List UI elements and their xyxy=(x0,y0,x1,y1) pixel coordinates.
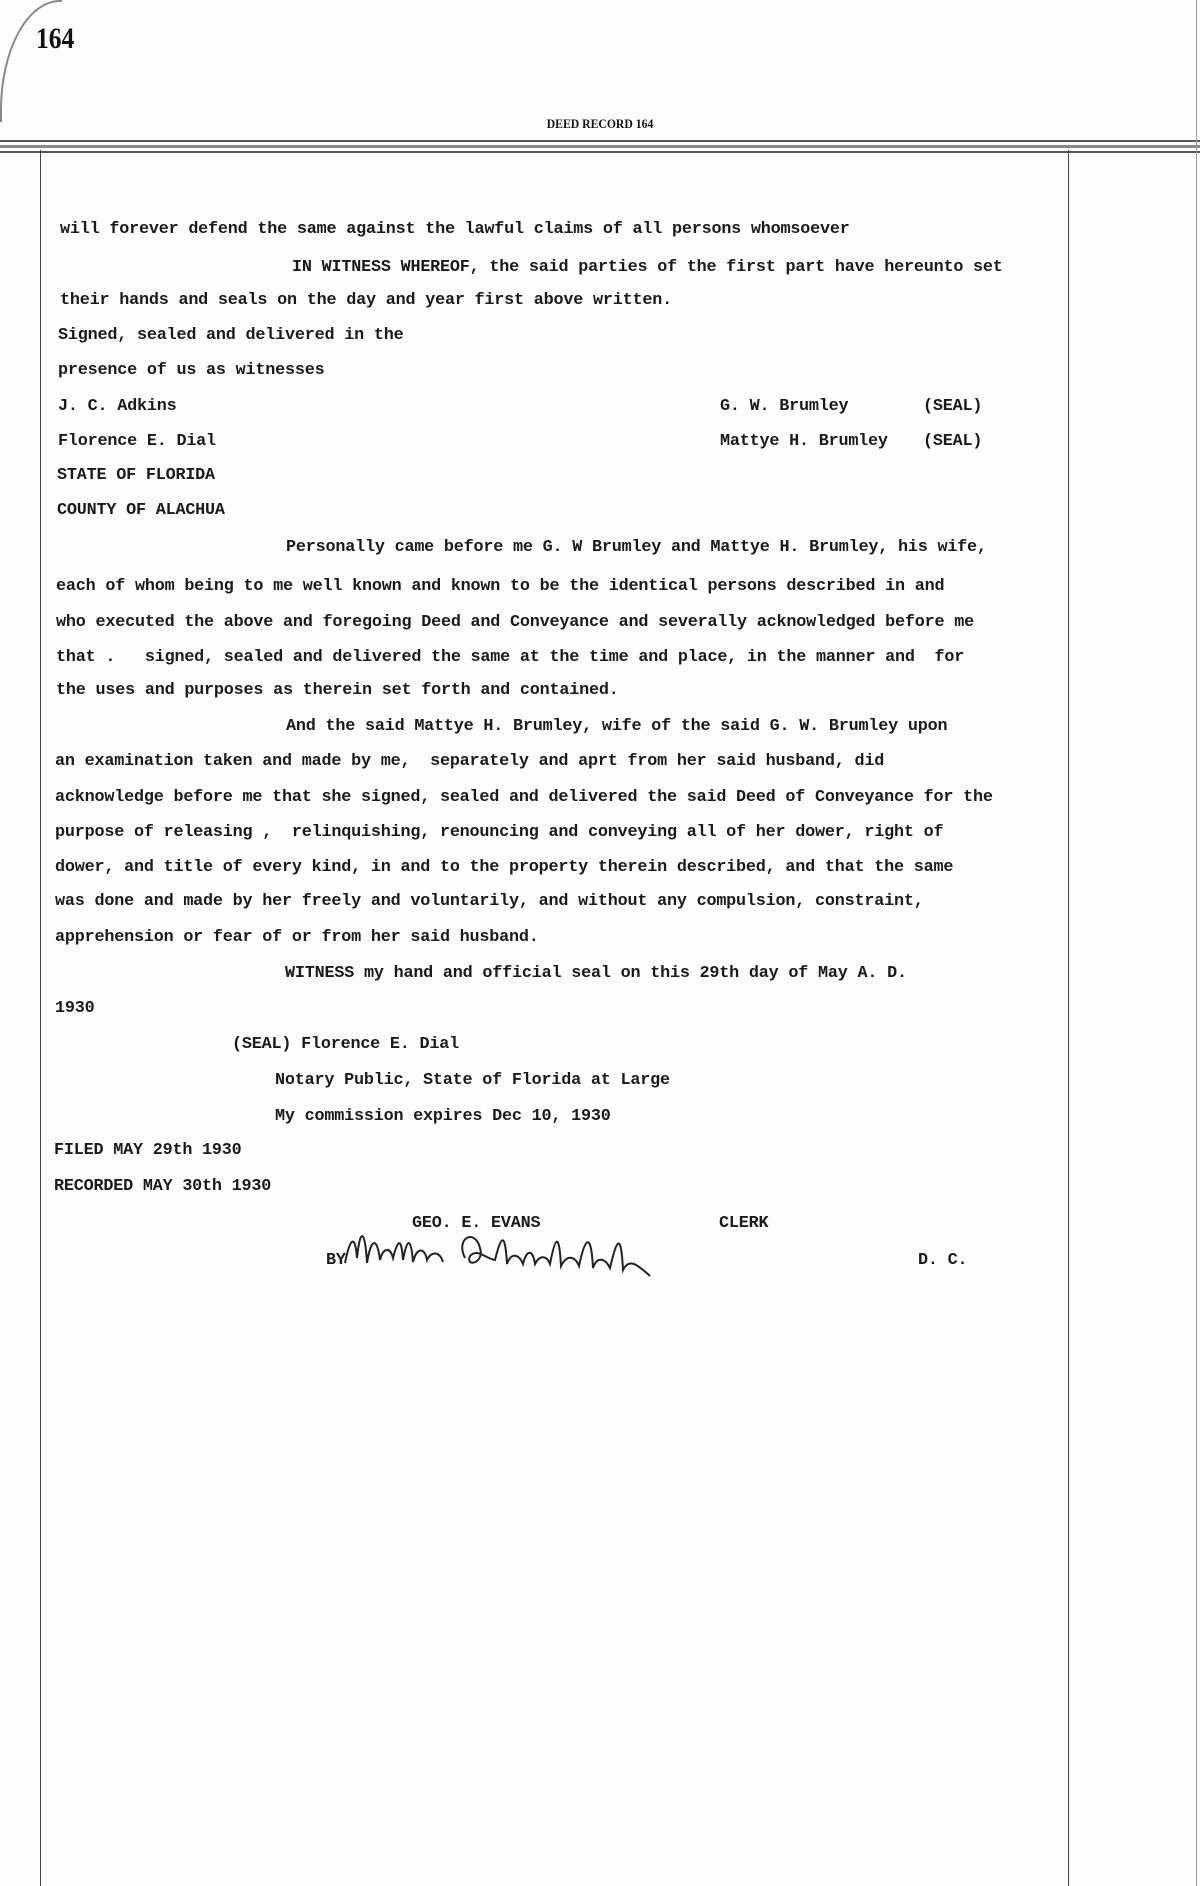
body-line: each of whom being to me well known and known to be the identical persons described in and xyxy=(56,577,945,596)
body-line: IN WITNESS WHEREOF, the said parties of the first part have hereunto set xyxy=(292,258,1003,277)
body-line: who executed the above and foregoing Deed and Conveyance and severally acknowledged before me xyxy=(56,613,974,632)
witness-name: Florence E. Dial xyxy=(58,432,216,451)
state-line: STATE OF FLORIDA xyxy=(57,466,215,485)
deputy-clerk-label: D. C. xyxy=(918,1251,968,1270)
body-line: the uses and purposes as therein set forth and contained. xyxy=(56,681,619,700)
body-line: an examination taken and made by me, separately and aprt from her said husband, did xyxy=(55,752,885,771)
body-line: purpose of releasing , relinquishing, renouncing and conveying all of her dower, right of xyxy=(55,823,944,842)
clerk-name: GEO. E. EVANS xyxy=(412,1214,541,1233)
header-rule-middle xyxy=(0,145,1200,148)
body-line: that . signed, sealed and delivered the same at the time and place, in the manner and for xyxy=(56,648,965,667)
grantor-name: Mattye H. Brumley xyxy=(720,432,888,451)
body-line: their hands and seals on the day and year first above written. xyxy=(60,291,672,310)
body-line: will forever defend the same against the lawful claims of all persons whomsoever xyxy=(60,220,850,239)
filed-date: FILED MAY 29th 1930 xyxy=(54,1141,242,1160)
right-margin-line xyxy=(1068,150,1069,1886)
body-line: acknowledge before me that she signed, sealed and delivered the said Deed of Conveyance for the xyxy=(55,788,993,807)
body-line: WITNESS my hand and official seal on this 29th day of May A. D. xyxy=(285,964,907,983)
body-line: Signed, sealed and delivered in the xyxy=(58,326,404,345)
clerk-label: CLERK xyxy=(719,1214,769,1233)
body-line: presence of us as witnesses xyxy=(58,361,325,380)
left-margin-line xyxy=(40,150,41,1886)
body-line: dower, and title of every kind, in and to the property therein described, and that the same xyxy=(55,858,954,877)
page-header: DEED RECORD 164 xyxy=(546,116,654,131)
body-line: apprehension or fear of or from her said husband. xyxy=(55,928,539,947)
witness-name: J. C. Adkins xyxy=(58,397,177,416)
recorded-date: RECORDED MAY 30th 1930 xyxy=(54,1177,272,1196)
header-rule-top xyxy=(0,140,1200,142)
page-corner-curl xyxy=(0,0,62,122)
grantor-name: G. W. Brumley xyxy=(720,397,849,416)
header-rule-bottom xyxy=(0,151,1200,153)
seal-label: (SEAL) xyxy=(923,397,983,416)
year-line: 1930 xyxy=(55,999,95,1018)
body-line: was done and made by her freely and voluntarily, and without any compulsion, constraint, xyxy=(55,892,924,911)
page-number: 164 xyxy=(36,22,75,55)
notary-title: Notary Public, State of Florida at Large xyxy=(275,1071,670,1090)
commission-expiry: My commission expires Dec 10, 1930 xyxy=(275,1107,611,1126)
by-label: BY xyxy=(326,1251,346,1270)
seal-label: (SEAL) xyxy=(923,432,983,451)
body-line: And the said Mattye H. Brumley, wife of the said G. W. Brumley upon xyxy=(286,717,948,736)
body-line: Personally came before me G. W Brumley and Mattye H. Brumley, his wife, xyxy=(286,538,987,557)
page-edge xyxy=(1196,0,1197,1886)
handwritten-signature xyxy=(335,1218,715,1298)
county-line: COUNTY OF ALACHUA xyxy=(57,501,225,520)
notary-seal-line: (SEAL) Florence E. Dial xyxy=(232,1035,460,1054)
